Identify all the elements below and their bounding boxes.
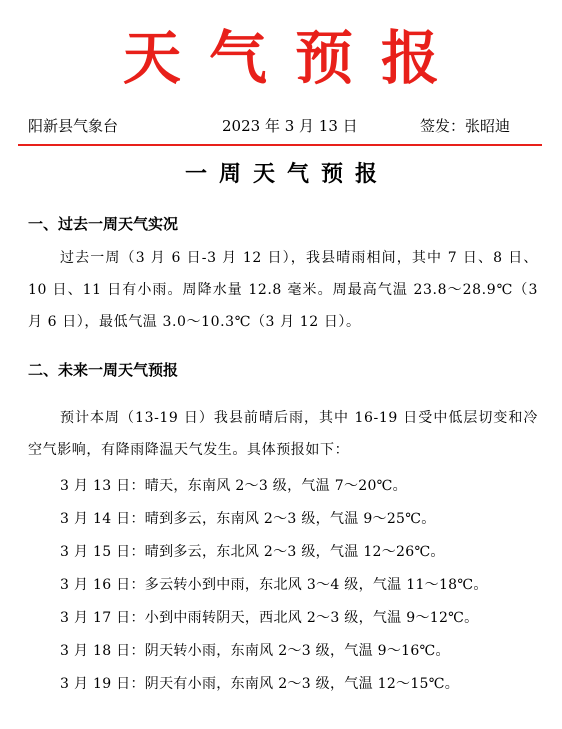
issue-date: 2023 年 3 月 13 日 (222, 117, 358, 135)
daily-forecast-item: 3 月 15 日：晴到多云，东北风 2～3 级，气温 12～26℃。 (60, 544, 445, 560)
daily-forecast-list (28, 470, 538, 701)
daily-forecast-item: 3 月 13 日：晴天，东南风 2～3 级，气温 7～20℃。 (60, 478, 407, 494)
past-week-section (28, 214, 538, 338)
daily-forecast-item: 3 月 18 日：阴天转小雨，东南风 2～3 级，气温 9～16℃。 (60, 643, 450, 659)
daily-forecast-item: 3 月 17 日：小到中雨转阴天，西北风 2～3 级，气温 9～12℃。 (60, 610, 479, 626)
masthead-title: 天气预报 (122, 24, 467, 92)
signer: 签发：张昭迪 (420, 117, 511, 135)
daily-forecast-item: 3 月 16 日：多云转小到中雨，东北风 3～4 级，气温 11～18℃。 (60, 577, 488, 593)
forecast-paragraph: 预计本周（13-19 日）我县前晴后雨，其中 16-19 日受中低层切变和冷空气影响，有降雨降温天气发生。具体预报如下： (28, 410, 538, 458)
past-week-paragraph: 过去一周（3 月 6 日-3 月 12 日），我县晴雨相间，其中 7 日、8 日、10 日、11 日有小雨。周降水量 12.8 毫米。周最高气温 23.8～28.9℃（3 月 6 日），最低气温 3.0～10.3℃（3 月 12 日）。 (28, 250, 538, 330)
daily-forecast-item: 3 月 14 日：晴到多云，东南风 2～3 级，气温 9～25℃。 (60, 511, 436, 527)
forecast-heading: 二、未来一周天气预报 (28, 361, 179, 379)
document-title: 一周天气预报 (184, 162, 389, 187)
past-week-heading: 一、过去一周天气实况 (28, 215, 179, 233)
forecast-section (28, 360, 538, 701)
header-divider (18, 144, 542, 146)
issuing-office: 阳新县气象台 (28, 117, 119, 135)
daily-forecast-item: 3 月 19 日：阴天有小雨，东南风 2～3 级，气温 12～15℃。 (60, 676, 460, 692)
